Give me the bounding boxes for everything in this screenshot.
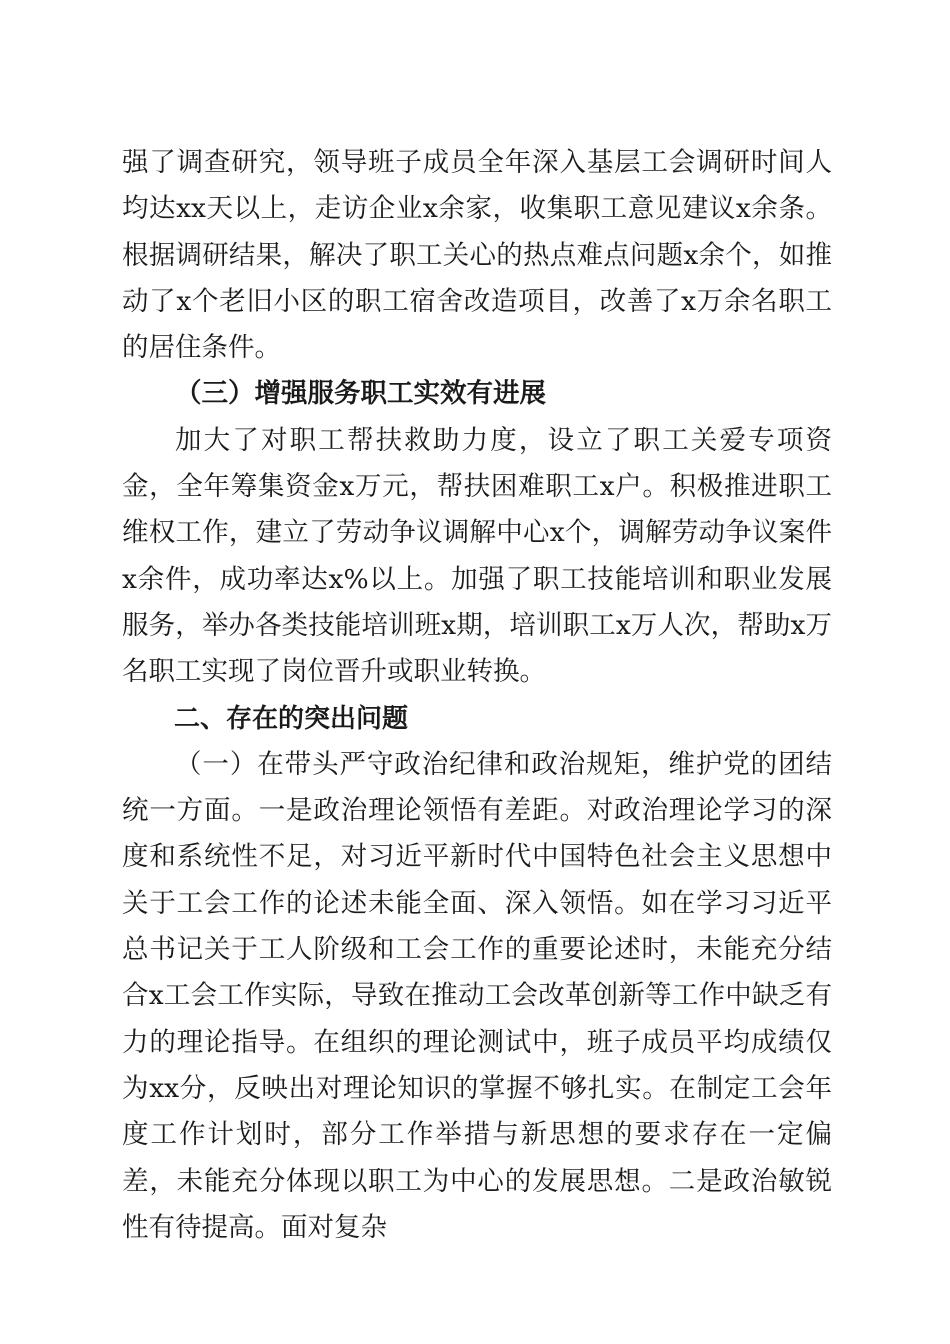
- section-heading-service-workers: （三）增强服务职工实效有进展: [175, 378, 546, 410]
- paragraph-research-results: 强了调查研究，领导班子成员全年深入基层工会调研时间人均达xx天以上，走访企业x余家，收集职工意见建议x余条。根据调研结果，解决了职工关心的热点难点问题x余个，如推动了x个老旧小区的职工宿舍改造项目，改善了x万余名职工的居住条件。: [122, 147, 832, 364]
- document-body: [122, 140, 832, 1251]
- paragraph-service-workers: 加大了对职工帮扶救助力度，设立了职工关爱专项资金，全年筹集资金x万元，帮扶困难职工x户。积极推进职工维权工作，建立了劳动争议调解中心x个，调解劳动争议案件x余件，成功率达x%以上。加强了职工技能培训和职业发展服务，举办各类技能培训班x期，培训职工x万人次，帮助x万名职工实现了岗位晋升或职业转换。: [122, 424, 832, 688]
- subsection-lead-political-discipline: （一）在带头严守政治纪律和政治规矩，维护党的团结统一方面。: [122, 748, 832, 827]
- paragraph-political-discipline-body: 一是政治理论领悟有差距。对政治理论学习的深度和系统性不足，对习近平新时代中国特色社会主义思想中关于工会工作的论述未能全面、深入领悟。如在学习习近平总书记关于工人阶级和工会工作的重要论述时，未能充分结合x工会工作实际，导致在推动工会改革创新等工作中缺乏有力的理论指导。在组织的理论测试中，班子成员平均成绩仅为xx分，反映出对理论知识的掌握不够扎实。在制定工会年度工作计划时，部分工作举措与新思想的要求存在一定偏差，未能充分体现以职工为中心的发展思想。二是政治敏锐性有待提高。面对复杂: [122, 795, 833, 1243]
- paragraph-political-discipline: [122, 742, 832, 1251]
- section-heading-problems: 二、存在的突出问题: [174, 703, 409, 734]
